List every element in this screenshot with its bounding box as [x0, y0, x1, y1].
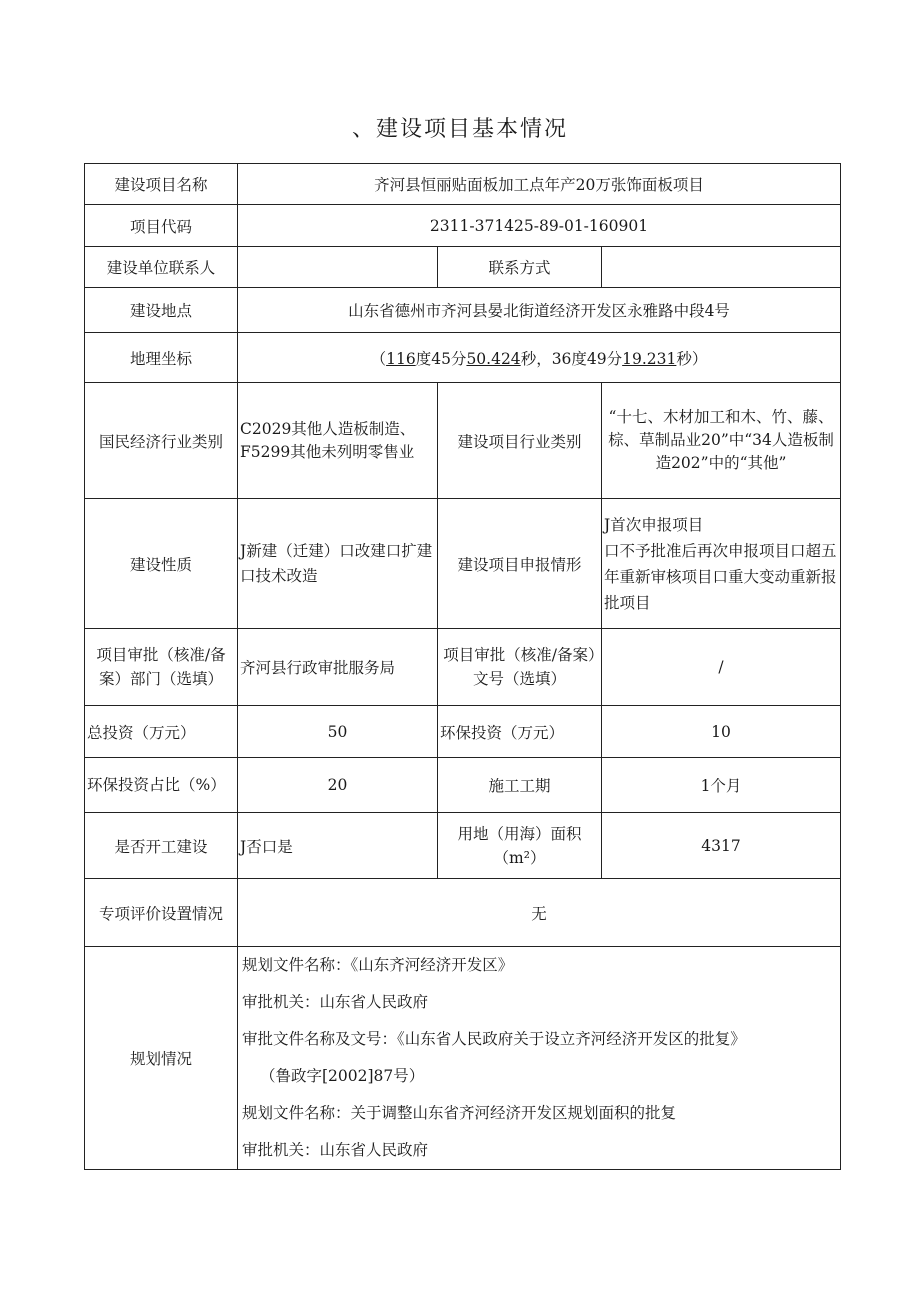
label-env-ratio: 环保投资占比（%）: [85, 758, 238, 813]
row-project-name: [85, 164, 841, 205]
label-project-name: 建设项目名称: [85, 164, 238, 205]
page-title: 、建设项目基本情况: [351, 117, 568, 142]
row-coords: [85, 333, 841, 383]
value-land-area: 4317: [602, 813, 841, 879]
row-started: [85, 813, 841, 879]
value-env-investment: 10: [602, 706, 841, 758]
value-project-name: 齐河县恒丽贴面板加工点年产20万张饰面板项目: [238, 164, 841, 205]
planning-line: 审批机关：山东省人民政府: [242, 993, 429, 1011]
value-project-code: 2311-371425-89-01-160901: [238, 205, 841, 247]
label-started: 是否开工建设: [85, 813, 238, 879]
label-project-code: 项目代码: [85, 205, 238, 247]
row-approval: [85, 629, 841, 706]
planning-line: 规划文件名称：《山东齐河经济开发区》: [242, 956, 514, 974]
value-nature: J新建（迁建）口改建口扩建口技术改造: [238, 499, 438, 629]
row-nature: [85, 499, 841, 629]
label-project-industry: 建设项目行业类别: [438, 383, 602, 499]
value-env-ratio: 20: [238, 758, 438, 813]
row-location: [85, 288, 841, 333]
label-location: 建设地点: [85, 288, 238, 333]
value-construction-period: 1个月: [602, 758, 841, 813]
row-project-code: [85, 205, 841, 247]
label-env-investment: 环保投资（万元）: [438, 706, 602, 758]
value-approval-doc: /: [602, 629, 841, 706]
row-planning: [85, 947, 841, 1170]
planning-line: 审批机关：山东省人民政府: [242, 1141, 429, 1159]
label-nature: 建设性质: [85, 499, 238, 629]
label-special: 专项评价设置情况: [85, 879, 238, 947]
label-contact-method: 联系方式: [438, 247, 602, 288]
label-planning: 规划情况: [85, 947, 238, 1170]
value-contact-method: [602, 247, 841, 288]
label-industry: 国民经济行业类别: [85, 383, 238, 499]
lon-second: 50.424: [466, 349, 521, 368]
value-planning: [238, 947, 841, 1170]
planning-line: 规划文件名称：关于调整山东省齐河经济开发区规划面积的批复: [242, 1104, 677, 1122]
label-coords: 地理坐标: [85, 333, 238, 383]
row-industry: [85, 383, 841, 499]
value-report: J首次申报项目 口不予批准后再次申报项目口超五年重新审核项目口重大变动重新报批项目: [602, 499, 841, 629]
project-info-table: [84, 163, 841, 1170]
value-total-investment: 50: [238, 706, 438, 758]
value-special: 无: [238, 879, 841, 947]
label-approval-dept: 项目审批（核准/备案）部门（选填）: [85, 629, 238, 706]
value-location: 山东省德州市齐河县晏北街道经济开发区永雅路中段4号: [238, 288, 841, 333]
row-special: [85, 879, 841, 947]
value-industry: C2029其他人造板制造、F5299其他未列明零售业: [238, 383, 438, 499]
row-ratio: [85, 758, 841, 813]
value-contact: [238, 247, 438, 288]
label-land-area: 用地（用海）面积（m²）: [438, 813, 602, 879]
label-approval-doc: 项目审批（核准/备案）文号（选填）: [438, 629, 602, 706]
value-started: J否口是: [238, 813, 438, 879]
lon-degree: 116: [386, 349, 416, 368]
planning-line: 审批文件名称及文号：《山东省人民政府关于设立齐河经济开发区的批复》: [242, 1030, 746, 1048]
row-contact: [85, 247, 841, 288]
row-investment: [85, 706, 841, 758]
value-approval-dept: 齐河县行政审批服务局: [238, 629, 438, 706]
planning-line: （鲁政字[2002]87号）: [260, 1067, 425, 1085]
label-construction-period: 施工工期: [438, 758, 602, 813]
label-report: 建设项目申报情形: [438, 499, 602, 629]
lat-second: 19.231: [622, 349, 677, 368]
label-total-investment: 总投资（万元）: [85, 706, 238, 758]
value-project-industry: “十七、木材加工和木、竹、藤、棕、草制品业20”中“34人造板制造202”中的“其他”: [602, 383, 841, 499]
label-contact: 建设单位联系人: [85, 247, 238, 288]
value-coords: （116度45分50.424秒，36度49分19.231秒）: [238, 333, 841, 383]
